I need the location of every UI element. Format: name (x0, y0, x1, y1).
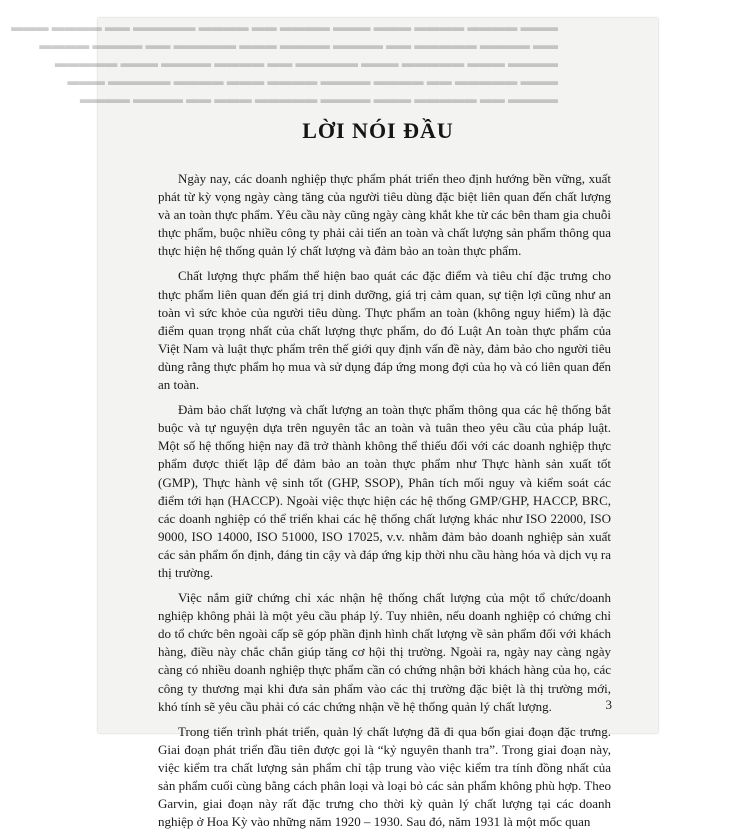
paragraph: Trong tiến trình phát triển, quản lý chất lượng đã đi qua bốn giai đoạn đặc trưng. Giai đoạn phát triển đầu tiên được gọi là “kỷ nguyên thanh tra”. Trong giai đoạn này, việc kiểm tra chất lượng sản phẩm chỉ tập trung vào việc kiểm tra tính đồng nhất của sản phẩm cuối cùng bằng cách phân loại và loại bỏ các sản phẩm không phù hợp. Theo Garvin, giai đoạn này rất đặc trưng cho thời kỳ quản lý chất lượng tại các doanh nghiệp ở Hoa Kỳ vào những năm 1920 – 1930. Sau đó, năm 1931 là một mốc quan (158, 723, 611, 830)
page-number: 3 (605, 697, 612, 712)
paragraph: Ngày nay, các doanh nghiệp thực phẩm phát triển theo định hướng bền vững, xuất phát từ kỳ vọng ngày càng tăng của người tiêu dùng đặc biệt liên quan đến chất lượng và an toàn thực phẩm. Yêu cầu này cũng ngày càng khắt khe từ các bên tham gia chuỗi thực phẩm, buộc nhiều công ty phải cải tiến an toàn và chất lượng sản phẩm thông qua thực hiện hệ thống quản lý chất lượng và đảm bảo an toàn thực phẩm. (158, 171, 611, 259)
paragraph: Đảm bảo chất lượng và chất lượng an toàn thực phẩm thông qua các hệ thống bắt buộc và tự nguyện dựa trên nguyên tắc an toàn và tuân theo yêu cầu của pháp luật. Một số hệ thống hiện nay đã trở thành không thể thiếu đối với các doanh nghiệp thực phẩm được thiết lập để đảm bảo an toàn thực phẩm như Thực hành sản xuất tốt (GMP), Thực hành vệ sinh tốt (GHP, SSOP), Phân tích mối nguy và kiểm soát các điểm tới hạn (HACCP). Ngoài việc thực hiện các hệ thống GMP/GHP, HACCP, BRC, các doanh nghiệp có thể triển khai các hệ thống chất lượng khác như ISO 22000, ISO 9000, ISO 14000, ISO 51000, ISO 17025, v.v. nhằm đảm bảo doanh nghiệp sản xuất các sản phẩm ổn định, đáng tin cậy và đáp ứng kịp thời nhu cầu hàng hóa và dịch vụ ra thị trường. (158, 402, 611, 580)
paragraph: Việc nắm giữ chứng chỉ xác nhận hệ thống chất lượng của một tổ chức/doanh nghiệp không phải là một yêu cầu pháp lý. Tuy nhiên, nếu doanh nghiệp có chứng chỉ do tổ chức bên ngoài cấp sẽ góp phần định hình chất lượng về sản phẩm đối với khách hàng, điều này chắc chắn giúp tăng cơ hội thị trường. Ngoài ra, ngày nay càng ngày càng có nhiều doanh nghiệp thực phẩm cần có chứng nhận bởi khách hàng của họ, các công ty thương mại khi đưa sản phẩm vào các thị trường đặc biệt là thị trường mới, khó tính sẽ yêu cầu phải có các chứng nhận về hệ thống quản lý chất lượng. (158, 590, 611, 714)
document-body (158, 170, 611, 838)
paragraph: Chất lượng thực phẩm thể hiện bao quát các đặc điểm và tiêu chí đặc trưng cho thực phẩm liên quan đến giá trị dinh dưỡng, giá trị cảm quan, sự tiện lợi cũng như an toàn vì sức khỏe của người tiêu dùng. Thực phẩm an toàn (không nguy hiểm) là đặc điểm quan trọng nhất của chất lượng thực phẩm, do đó Luật An toàn thực phẩm của Việt Nam và luật thực phẩm trên thế giới quy định vấn đề này, đảm bảo cho người tiêu dùng rằng thực phẩm họ mua và sử dụng đáp ứng mong đợi của họ và có liên quan đến an toàn. (158, 268, 611, 393)
show-through-text: ▬▬▬ ▬▬▬▬ ▬▬▬▬ ▬▬▬ ▬▬▬ ▬▬▬▬ ▬▬ ▬▬▬▬ ▬▬▬▬▬ ▬▬ ▬▬▬▬ ▬▬▬ ▬▬ ▬▬▬▬ ▬▬▬▬▬ ▬▬ ▬▬▬▬ ▬▬▬▬ ▬▬▬ ▬▬▬▬▬ ▬▬ ▬▬▬▬ ▬▬▬▬ ▬▬▬▬ ▬▬▬ ▬▬▬▬▬ ▬▬▬ ▬▬▬▬▬ ▬▬ ▬▬▬▬ ▬▬▬▬ ▬▬▬ ▬▬▬▬▬ ▬▬▬ ▬▬▬▬▬ ▬▬ ▬▬▬▬ ▬▬▬▬ ▬▬▬▬ ▬▬▬ ▬▬▬▬ ▬▬▬▬▬ ▬▬▬ ▬▬▬▬ ▬▬ ▬▬▬▬▬ ▬▬▬ ▬▬▬▬ ▬▬▬▬▬ ▬▬▬ ▬▬ ▬▬▬▬ ▬▬▬▬ (11, 20, 558, 106)
page-title: LỜI NÓI ĐẦU (302, 118, 454, 143)
book-page (11, 18, 658, 830)
